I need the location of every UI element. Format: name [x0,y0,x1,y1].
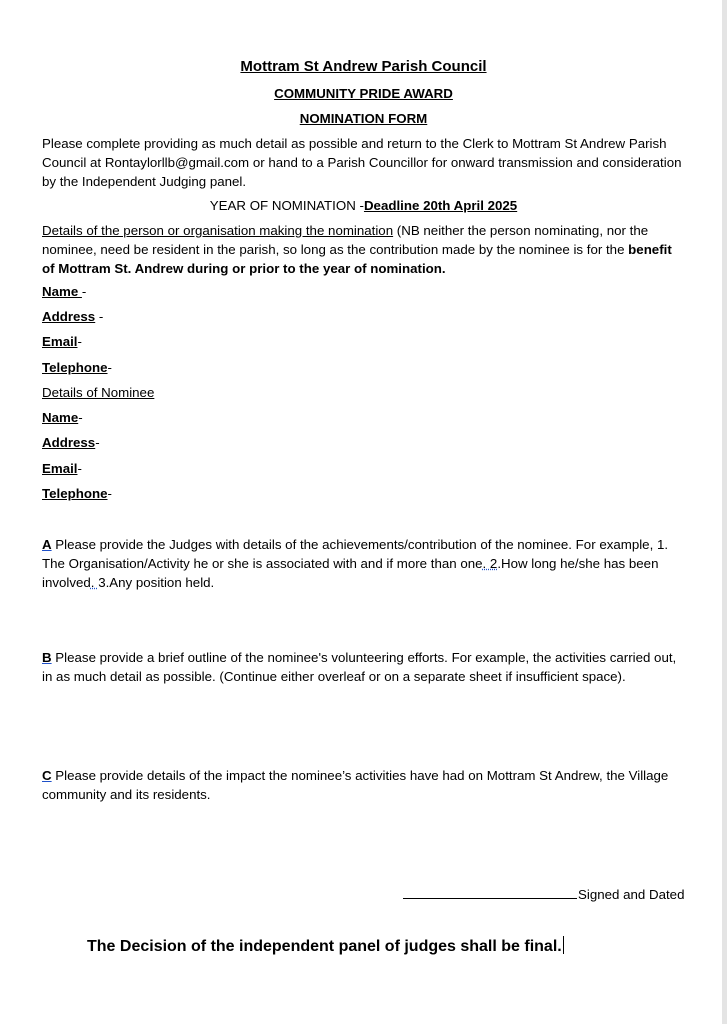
section-a[interactable] [42,535,687,592]
council-title: Mottram St Andrew Parish Council [240,58,487,75]
nominee-email-field[interactable] [42,459,82,478]
field-label: Email [42,461,78,476]
spellcheck-mark: . 2 [482,556,498,571]
field-label: Email [42,334,78,349]
section-c-text: Please provide details of the impact the nominee’s activities have had on Mottram St Andrew, the Village community and its residents. [42,768,669,802]
final-decision-statement [87,936,564,956]
final-decision-text: The Decision of the independent panel of judges shall be final. [87,938,562,955]
field-label: Name [42,410,79,425]
section-a-text: Please provide the Judges with details of the achievements/contribution of the nominee. For example, 1. The Organisation/Activity he or she is associated with and if more than one [42,537,669,571]
page-edge [722,0,727,1024]
field-label: Telephone [42,360,108,375]
nominee-telephone-field[interactable] [42,484,112,503]
section-b[interactable] [42,648,687,686]
signature-line[interactable] [403,885,684,904]
intro-paragraph: Please complete providing as much detail as possible and return to the Clerk to Mottram St Andrew Parish Council at Rontaylorllb@gmail.com or hand to a Parish Councillor for onward transmission and consideration by the Independent Judging panel. [42,136,682,189]
section-b-text: Please provide a brief outline of the nominee's volunteering efforts. For example, the activities carried out, in as much detail as possible. (Continue either overleaf or on a separate sheet if insufficient space). [42,650,677,684]
nominator-address-field[interactable] [42,307,103,326]
section-a-letter: A [42,537,52,552]
nominator-heading: Details of the person or organisation making the nomination [42,223,394,238]
nominator-telephone-field[interactable] [42,358,112,377]
section-a-text-5: 3.Any position held. [98,575,215,590]
field-label: Address [42,309,96,324]
field-label: Address [42,435,96,450]
section-c[interactable] [42,766,687,804]
field-value: - [78,410,83,425]
text-cursor [563,936,564,954]
field-value: - [95,435,100,450]
field-value: - [77,461,82,476]
spellcheck-mark: . [90,575,99,590]
field-label: Telephone [42,486,108,501]
year-label: YEAR OF NOMINATION - [209,198,364,213]
year-of-nomination [0,196,727,215]
deadline: Deadline 20th April 2025 [363,198,518,213]
nominator-note-bold: benefit of Mottram St. Andrew during or prior to the year of nomination. [42,242,672,276]
nominee-address-field[interactable] [42,433,100,452]
nominator-note: (NB neither the person nominating, nor the nominee, need be resident in the parish, so long as the contribution made by the nominee is for the [42,223,649,257]
field-value: - [107,486,112,501]
section-b-letter: B [42,650,52,665]
nominee-heading: Details of Nominee [42,385,155,400]
section-a-text-3: .How long he/she has been involved [42,556,659,590]
field-value: - [77,334,82,349]
section-c-letter: C [42,768,52,783]
nominator-name-field[interactable] [42,282,86,301]
field-label: Name [42,284,82,299]
signature-label: Signed and Dated [578,887,685,902]
field-value: - [81,284,87,299]
nominator-intro [42,221,687,278]
form-title: NOMINATION FORM [299,111,428,126]
nominee-name-field[interactable] [42,408,83,427]
field-value: - [107,360,112,375]
signature-underline [403,886,577,899]
field-value: - [95,309,104,324]
nominator-email-field[interactable] [42,332,82,351]
award-title: COMMUNITY PRIDE AWARD [274,86,453,101]
